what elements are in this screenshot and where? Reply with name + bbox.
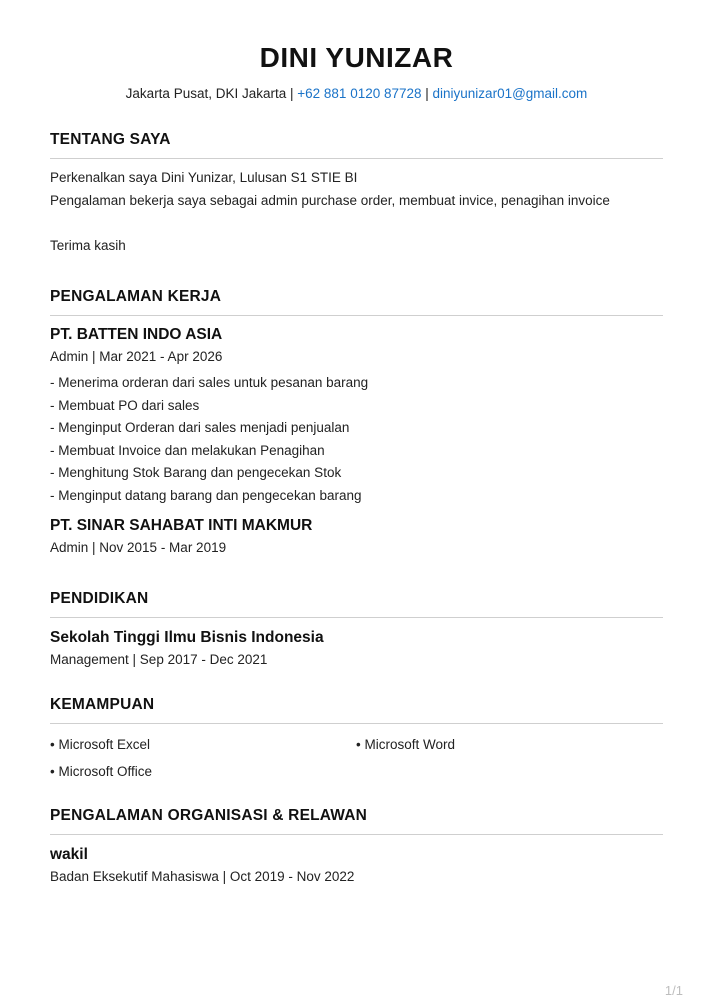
contact-line [0, 86, 713, 101]
job-role-period: Admin | Nov 2015 - Mar 2019 [50, 540, 227, 555]
section-title-skills: KEMAMPUAN [50, 696, 663, 724]
about-section [50, 131, 663, 257]
skills-section [50, 696, 663, 783]
list-item: - Membuat PO dari sales [50, 397, 200, 413]
skill-item: • Microsoft Word [356, 737, 455, 752]
experience-section [50, 288, 663, 559]
skill-item: • Microsoft Office [50, 763, 153, 779]
about-line: Terima kasih [50, 237, 126, 253]
separator: | [286, 86, 298, 101]
job-entry [50, 515, 663, 559]
org-period: Badan Eksekutif Mahasiswa | Oct 2019 - Nov 2022 [50, 869, 355, 884]
about-line [50, 212, 663, 235]
about-line: Pengalaman bekerja saya sebagai admin purchase order, membuat invice, penagihan invoice [50, 192, 610, 208]
major-period: Management | Sep 2017 - Dec 2021 [50, 652, 268, 667]
skill-item: • Microsoft Excel [50, 737, 150, 752]
organization-section [50, 807, 663, 888]
separator: | [421, 86, 433, 101]
section-title-experience: PENGALAMAN KERJA [50, 288, 663, 316]
phone-link[interactable]: +62 881 0120 87728 [297, 86, 422, 101]
education-section [50, 590, 663, 671]
list-item: - Membuat Invoice dan melakukan Penagihan [50, 442, 325, 458]
list-item: - Menginput datang barang dan pengecekan barang [50, 487, 362, 503]
job-entry [50, 324, 663, 507]
list-item: - Menginput Orderan dari sales menjadi penjualan [50, 420, 350, 435]
page-indicator: 1/1 [664, 983, 683, 998]
job-role-period: Admin | Mar 2021 - Apr 2026 [50, 349, 223, 364]
skills-list [50, 734, 663, 783]
location-text: Jakarta Pusat, DKI Jakarta [125, 86, 287, 101]
job-company: PT. BATTEN INDO ASIA [50, 326, 223, 343]
about-line: Perkenalkan saya Dini Yunizar, Lulusan S1 STIE BI [50, 170, 358, 185]
list-item: - Menghitung Stok Barang dan pengecekan Stok [50, 465, 342, 480]
section-title-about: TENTANG SAYA [50, 131, 663, 159]
section-title-organization: PENGALAMAN ORGANISASI & RELAWAN [50, 807, 663, 835]
email-link[interactable]: diniyunizar01@gmail.com [432, 86, 588, 101]
org-role: wakil [50, 846, 88, 863]
section-title-education: PENDIDIKAN [50, 590, 663, 618]
candidate-name: DINI YUNIZAR [259, 42, 454, 73]
job-duties [50, 372, 663, 507]
list-item: - Menerima orderan dari sales untuk pesanan barang [50, 375, 369, 390]
job-company: PT. SINAR SAHABAT INTI MAKMUR [50, 517, 313, 534]
school-name: Sekolah Tinggi Ilmu Bisnis Indonesia [50, 629, 324, 646]
